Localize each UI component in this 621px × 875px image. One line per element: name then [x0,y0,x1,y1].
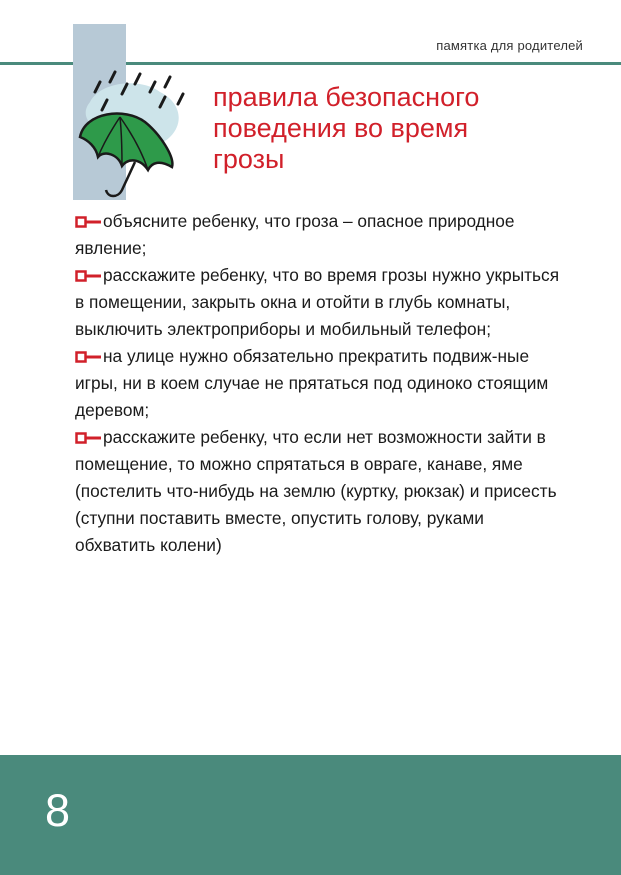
title-line: правила безопасного [213,82,480,112]
list-item-text: расскажите ребенку, что во время грозы нужно укрыться в помещении, закрыть окна и отойти в глубь комнаты, выключить электроприборы и мобильный телефон; [75,265,560,339]
list-item [75,208,565,262]
page-number: 8 [45,785,71,836]
list-item-text: на улице нужно обязательно прекратить подвиж-ные игры, ни в коем случае не прятаться под одиноко стоящим деревом; [75,346,549,420]
umbrella-rain-icon [60,62,190,207]
list-item [75,343,565,424]
bullet-marker-icon [75,432,102,444]
advice-list [75,208,565,559]
list-item [75,424,565,559]
footer-band [0,755,621,875]
page-title [213,82,479,175]
list-item-text: расскажите ребенку, что если нет возможности зайти в помещение, то можно спрятаться в овраге, канаве, яме (постелить что-нибудь на землю (куртку, рюкзак) и присесть (ступни поставить вместе, опустить голову, руками обхватить колени) [75,427,557,555]
bullet-marker-icon [75,270,102,282]
header-label: памятка для родителей [436,38,583,53]
bullet-marker-icon [75,216,102,228]
list-item [75,262,565,343]
list-item-text: объясните ребенку, что гроза – опасное природное явление; [75,211,515,258]
bullet-marker-icon [75,351,102,363]
title-line: грозы [213,144,285,174]
title-line: поведения во время [213,113,469,143]
